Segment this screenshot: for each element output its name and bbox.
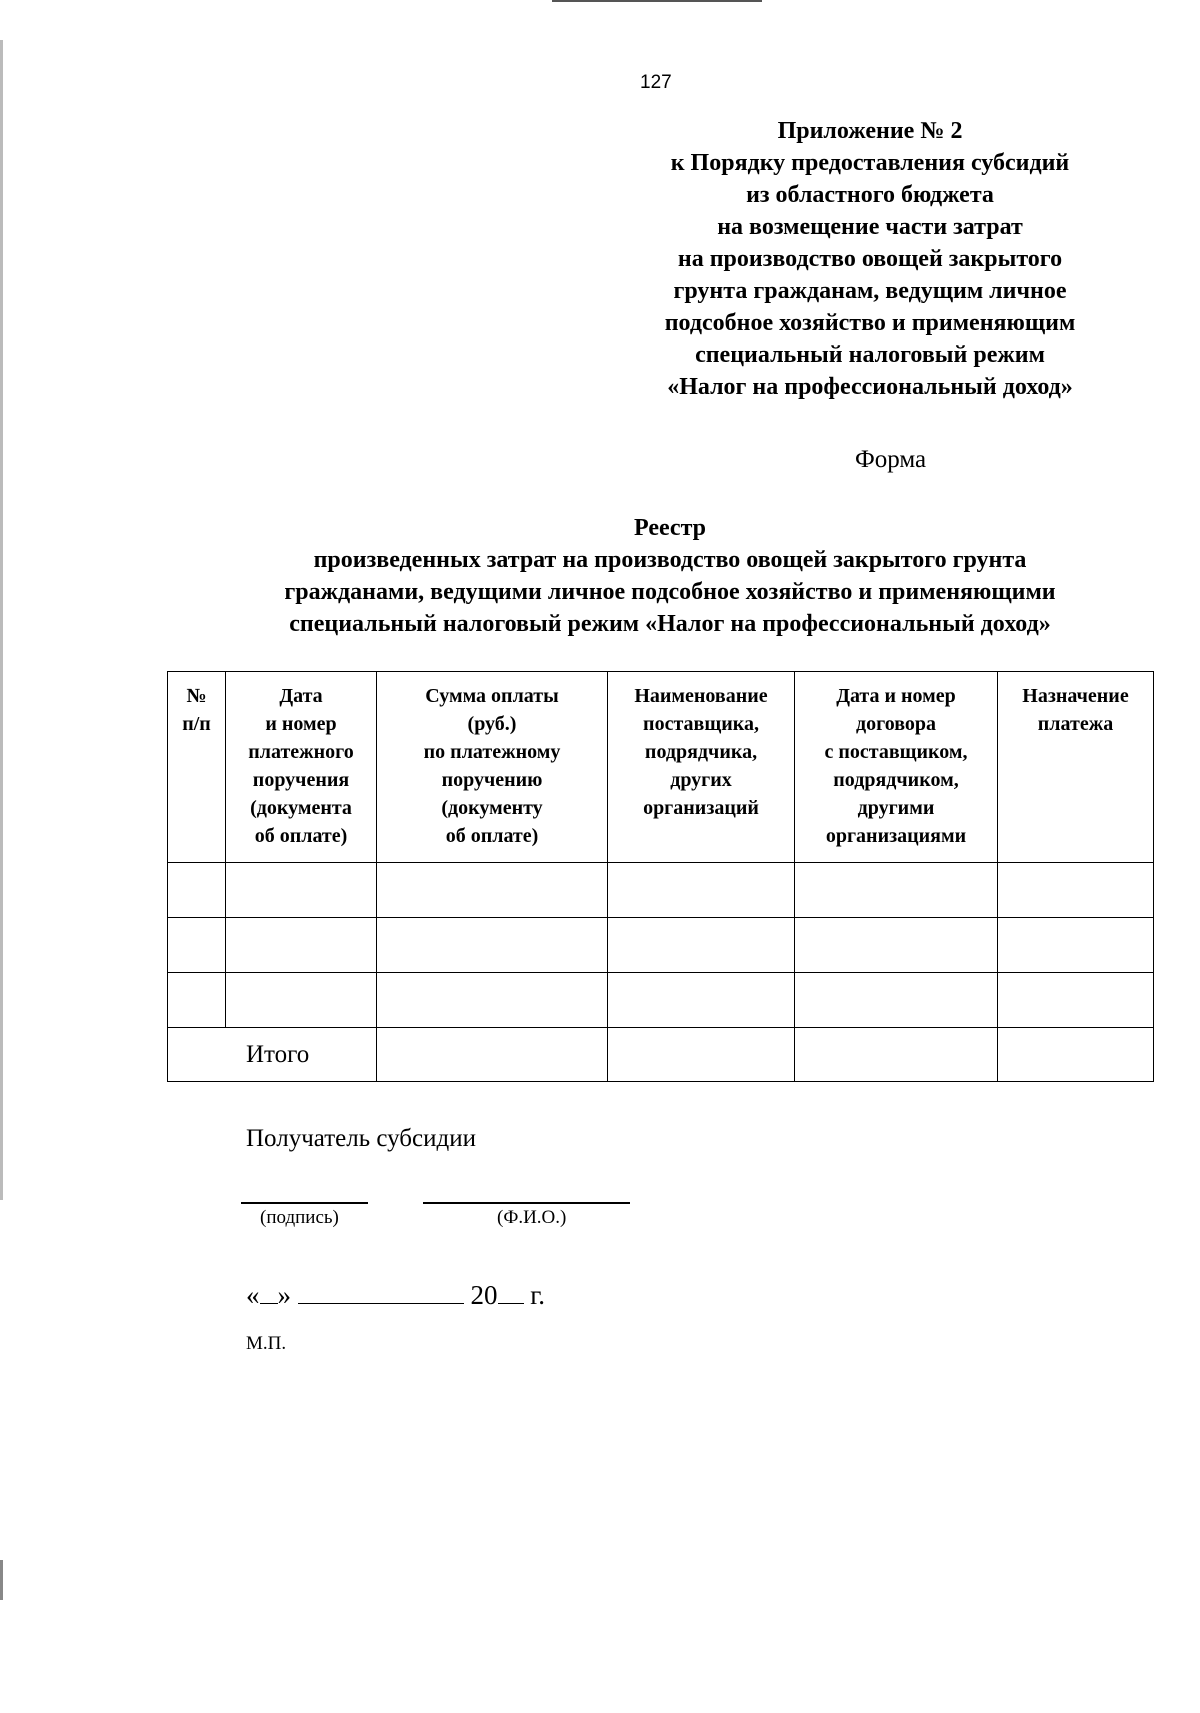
table-cell — [377, 973, 608, 1028]
registry-title-line: произведенных затрат на производство овощей закрытого грунта — [313, 547, 1027, 573]
name-line — [423, 1202, 630, 1204]
table-cell — [226, 863, 377, 918]
year-suffix: г. — [530, 1280, 546, 1310]
column-header-payment-purpose: Назначение платежа — [998, 672, 1154, 863]
appendix-line: подсобное хозяйство и применяющим — [664, 310, 1076, 336]
page-number: 127 — [640, 72, 672, 93]
month-blank — [298, 1281, 464, 1304]
appendix-line: «Налог на профессиональный доход» — [667, 374, 1073, 400]
recipient-label: Получатель субсидии — [246, 1125, 476, 1152]
appendix-line: на производство овощей закрытого — [677, 246, 1063, 272]
day-blank — [260, 1281, 278, 1304]
registry-title-line: гражданами, ведущими личное подсобное хозяйство и применяющими — [284, 579, 1056, 605]
table-cell — [795, 918, 998, 973]
scan-left-edge — [0, 0, 3, 1713]
open-quote: « — [246, 1280, 260, 1310]
name-caption: (Ф.И.О.) — [497, 1207, 567, 1228]
cost-registry-table — [167, 671, 1154, 1082]
registry-title-line: специальный налоговый режим «Налог на профессиональный доход» — [289, 611, 1051, 637]
table-cell — [608, 973, 795, 1028]
appendix-line: из областного бюджета — [746, 182, 994, 208]
table-cell — [998, 918, 1154, 973]
table-cell — [795, 863, 998, 918]
table-cell — [608, 863, 795, 918]
appendix-line: специальный налоговый режим — [695, 342, 1045, 368]
table-row — [168, 973, 1154, 1028]
year-blank — [498, 1281, 524, 1304]
registry-title — [140, 512, 1200, 640]
appendix-heading — [600, 115, 1140, 403]
table-cell — [377, 863, 608, 918]
table-cell — [608, 1028, 795, 1082]
column-header-supplier-name: Наименование поставщика, подрядчика, других организаций — [608, 672, 795, 863]
column-header-payment-amount: Сумма оплаты (руб.) по платежному поручению (документу об оплате) — [377, 672, 608, 863]
table-cell — [226, 973, 377, 1028]
table-cell — [608, 918, 795, 973]
appendix-line: на возмещение части затрат — [717, 214, 1023, 240]
column-header-contract: Дата и номер договора с поставщиком, подрядчиком, другими организациями — [795, 672, 998, 863]
table-cell — [168, 918, 226, 973]
appendix-line: грунта гражданам, ведущим личное — [673, 278, 1067, 304]
column-header-payment-order: Дата и номер платежного поручения (документа об оплате) — [226, 672, 377, 863]
year-prefix: 20 — [470, 1280, 498, 1310]
table-cell — [998, 973, 1154, 1028]
column-header-number: № п/п — [168, 672, 226, 863]
appendix-line: Приложение № 2 — [777, 118, 963, 144]
table-cell — [377, 1028, 608, 1082]
table-cell — [795, 1028, 998, 1082]
table-row — [168, 918, 1154, 973]
registry-title-line: Реестр — [633, 515, 707, 541]
table-header-row — [168, 672, 1154, 863]
table-cell — [998, 863, 1154, 918]
table-cell — [226, 918, 377, 973]
table-cell — [998, 1028, 1154, 1082]
close-quote: » — [277, 1280, 291, 1310]
table-cell — [795, 973, 998, 1028]
scan-top-rule — [552, 0, 762, 2]
table-cell — [168, 973, 226, 1028]
total-label: Итого — [168, 1028, 377, 1082]
table-cell — [377, 918, 608, 973]
signature-caption: (подпись) — [260, 1207, 339, 1228]
date-line — [246, 1280, 545, 1311]
table-row — [168, 863, 1154, 918]
appendix-line: к Порядку предоставления субсидий — [670, 150, 1070, 176]
table-cell — [168, 863, 226, 918]
signature-line — [241, 1202, 368, 1204]
table-total-row — [168, 1028, 1154, 1082]
stamp-label: М.П. — [246, 1333, 287, 1354]
form-label: Форма — [855, 446, 927, 473]
